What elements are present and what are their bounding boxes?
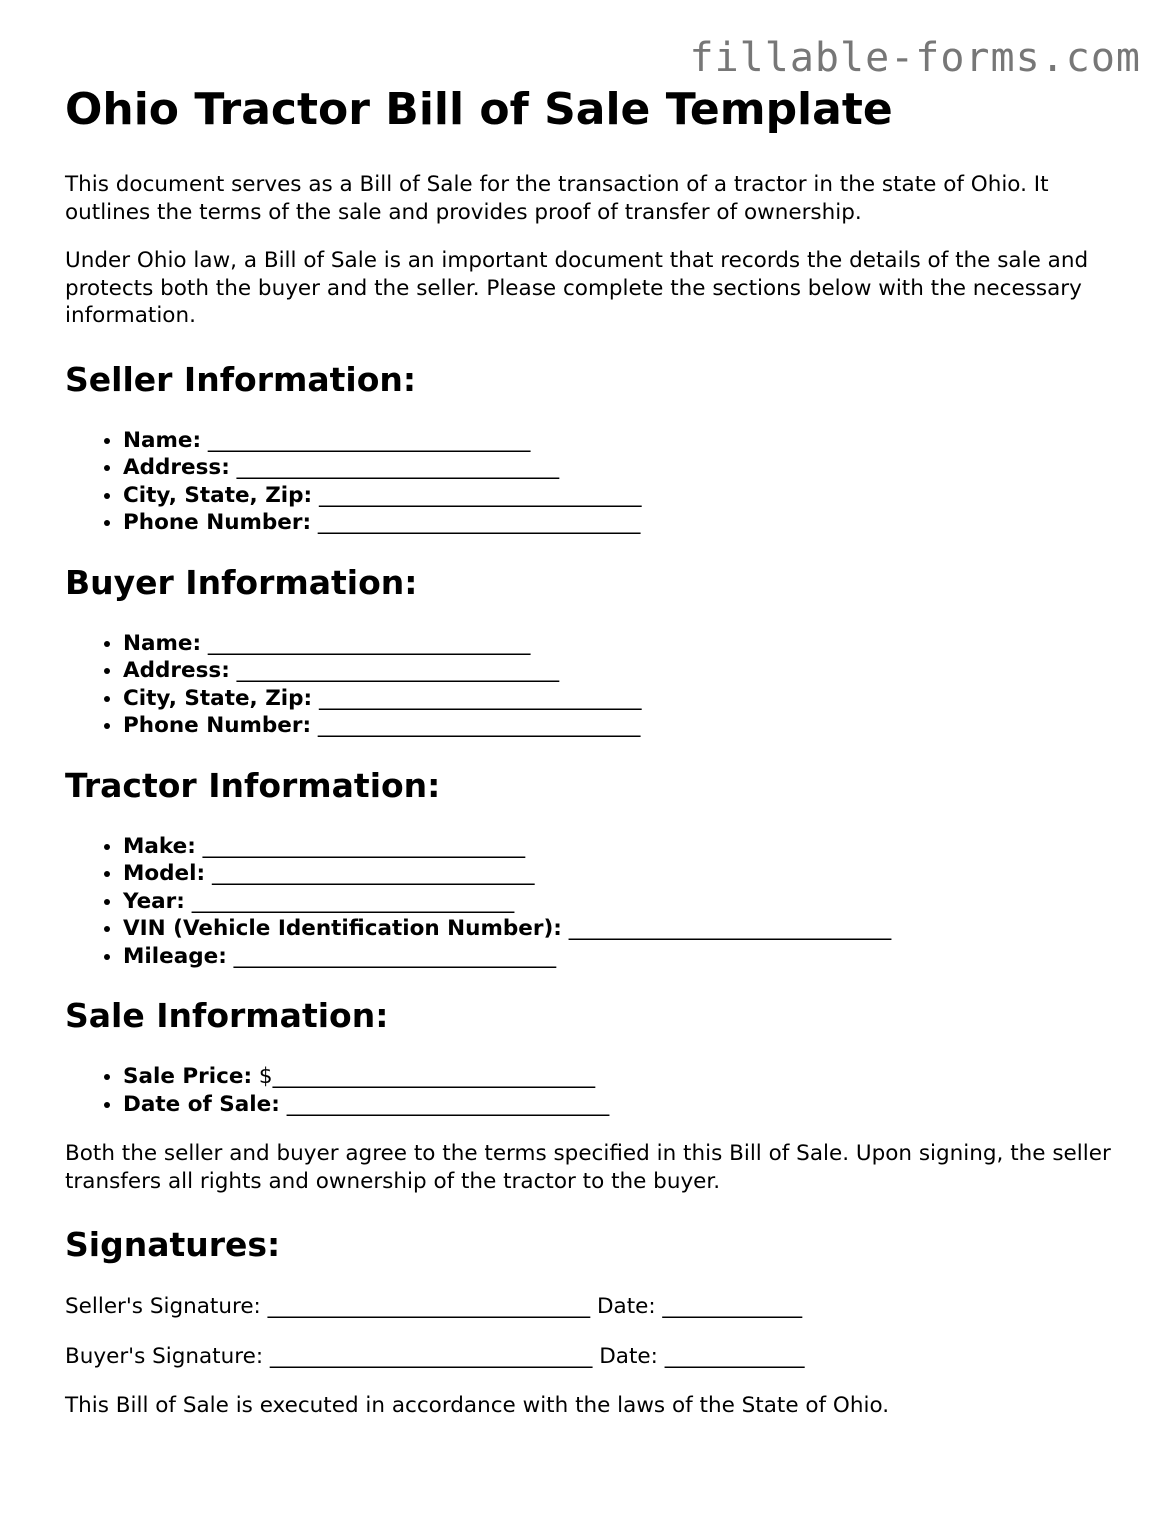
closing-statement: This Bill of Sale is executed in accordance with the laws of the State of Ohio. bbox=[65, 1393, 890, 1418]
buyer-field-list bbox=[65, 630, 1125, 740]
buyer-section-heading: Buyer Information: bbox=[65, 562, 418, 602]
agreement-paragraph: Both the seller and buyer agree to the terms specified in this Bill of Sale. Upon signing, the seller transfers all rights and ownership of the tractor to the buyer. bbox=[65, 1141, 1111, 1194]
tractor-year-field[interactable]: • Year: ______________________________ bbox=[123, 888, 1125, 916]
intro-paragraph-1: This document serves as a Bill of Sale for the transaction of a tractor in the state of Ohio. It outlines the terms of the sale and provides proof of transfer of ownership. bbox=[65, 172, 1049, 225]
sale-date-field[interactable]: • Date of Sale: ______________________________ bbox=[123, 1091, 1125, 1119]
seller-phone-field[interactable]: • Phone Number: ______________________________ bbox=[123, 509, 1125, 537]
tractor-make-field[interactable]: • Make: ______________________________ bbox=[123, 833, 1125, 861]
sale-field-list bbox=[65, 1063, 1125, 1118]
seller-city-state-zip-field[interactable]: • City, State, Zip: ______________________________ bbox=[123, 482, 1125, 510]
document-title: Ohio Tractor Bill of Sale Template bbox=[65, 84, 893, 135]
seller-field-list bbox=[65, 427, 1125, 537]
tractor-vin-field[interactable]: • VIN (Vehicle Identification Number): ______________________________ bbox=[123, 915, 1125, 943]
intro-paragraph-2: Under Ohio law, a Bill of Sale is an important document that records the details of the sale and protects both the buyer and the seller. Please complete the sections below with the necessary information. bbox=[65, 248, 1089, 328]
seller-address-field[interactable]: • Address: ______________________________ bbox=[123, 454, 1125, 482]
seller-name-field[interactable]: • Name: ______________________________ bbox=[123, 427, 1125, 455]
tractor-section-heading: Tractor Information: bbox=[65, 765, 441, 805]
document-body bbox=[65, 84, 1125, 1420]
buyer-address-field[interactable]: • Address: ______________________________ bbox=[123, 657, 1125, 685]
tractor-mileage-field[interactable]: • Mileage: ______________________________ bbox=[123, 943, 1125, 971]
tractor-field-list bbox=[65, 833, 1125, 971]
buyer-signature-line[interactable]: Buyer's Signature: ______________________________ Date: _____________ bbox=[65, 1343, 805, 1369]
seller-section-heading: Seller Information: bbox=[65, 359, 417, 399]
sale-section-heading: Sale Information: bbox=[65, 996, 389, 1035]
signatures-section-heading: Signatures: bbox=[65, 1225, 281, 1264]
buyer-city-state-zip-field[interactable]: • City, State, Zip: ______________________________ bbox=[123, 685, 1125, 713]
buyer-name-field[interactable]: • Name: ______________________________ bbox=[123, 630, 1125, 658]
site-watermark: fillable-forms.com bbox=[689, 35, 1141, 81]
buyer-phone-field[interactable]: • Phone Number: ______________________________ bbox=[123, 712, 1125, 740]
sale-price-field[interactable]: • Sale Price: $______________________________ bbox=[123, 1063, 1125, 1091]
tractor-model-field[interactable]: • Model: ______________________________ bbox=[123, 860, 1125, 888]
seller-signature-line[interactable]: Seller's Signature: ______________________________ Date: _____________ bbox=[65, 1294, 803, 1319]
